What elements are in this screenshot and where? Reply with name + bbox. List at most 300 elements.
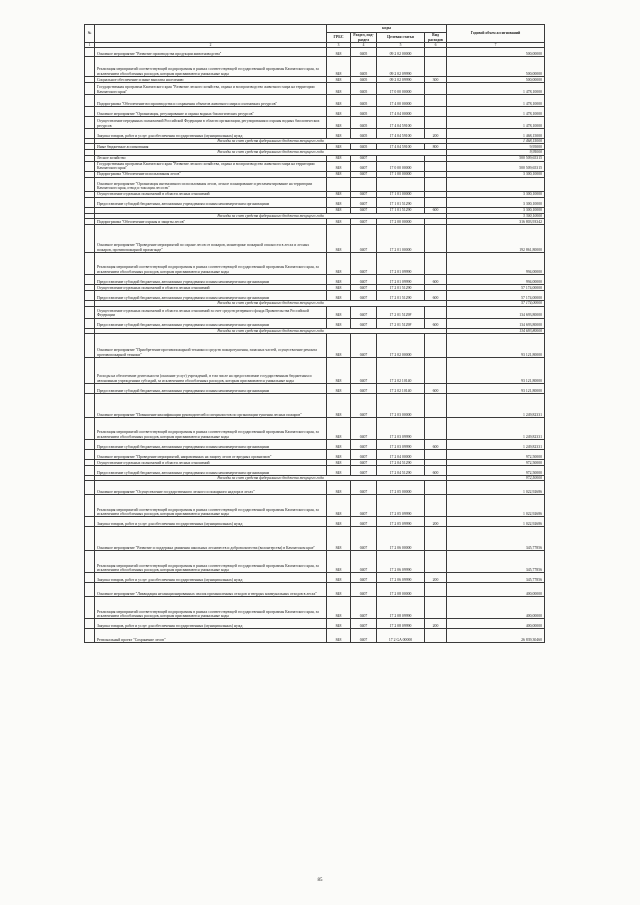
row-target: 09 2 02 09990 bbox=[377, 77, 425, 83]
row-razdel: 0405 bbox=[351, 95, 377, 107]
row-vid bbox=[425, 107, 447, 117]
table-row bbox=[85, 48, 545, 57]
row-amount: 316 803,93342 bbox=[447, 219, 545, 225]
row-name: Расходы на обеспечение деятельности (оказание услуг) учреждений, в том числе на предоставление государственным бюджетным и автономным учреждениям субсидий, за исключением обособленных расходов, которым присваиваются уникальные коды bbox=[95, 358, 327, 384]
row-grbs: 848 bbox=[327, 495, 351, 517]
row-amount: 1 478,10000 bbox=[447, 83, 545, 95]
row-vid bbox=[425, 57, 447, 77]
row-grbs: 848 bbox=[327, 253, 351, 275]
row-name: Основное мероприятие "Проведение мероприятий по охране лесов от пожаров, мониторинг пожарной опасности в лесах и лесных пожаров, противопожарной пропаганде" bbox=[95, 225, 327, 253]
table-row bbox=[85, 334, 545, 358]
row-razdel: 0407 bbox=[351, 219, 377, 225]
table-row bbox=[85, 83, 545, 95]
table-row bbox=[85, 573, 545, 583]
row-vid bbox=[425, 495, 447, 517]
row-grbs bbox=[327, 177, 351, 191]
row-grbs: 848 bbox=[327, 155, 351, 161]
row-target: 17 2 05 09990 bbox=[377, 495, 425, 517]
row-name: Предоставление субсидий бюджетным, автономным учреждениям и иным некоммерческим организациям bbox=[95, 275, 327, 285]
col-num: 2 bbox=[95, 43, 327, 48]
row-name: Осуществление отдельных полномочий в области лесных отношений bbox=[95, 285, 327, 291]
row-vid: 600 bbox=[425, 291, 447, 301]
row-razdel: 0405 bbox=[351, 117, 377, 129]
row-name: Осуществление отдельных полномочий в области лесных отношений за счет средств резервного фонда Правительства Российской Федерации bbox=[95, 306, 327, 318]
row-amount: 400,00000 bbox=[447, 597, 545, 619]
row-target bbox=[377, 177, 425, 191]
table-row bbox=[85, 117, 545, 129]
row-name: Социальное обеспечение и иные выплаты населению bbox=[95, 77, 327, 83]
row-amount: 1 478,10000 bbox=[447, 117, 545, 129]
row-grbs: 848 bbox=[327, 197, 351, 207]
row-grbs: 848 bbox=[327, 161, 351, 171]
col-num: 5 bbox=[377, 43, 425, 48]
row-target: 17 2 01 00000 bbox=[377, 225, 425, 253]
row-number-cell bbox=[85, 334, 95, 358]
row-name: Закупка товаров, работ и услуг для обеспечения государственных (муниципальных) нужд bbox=[95, 517, 327, 527]
row-amount: 3 300,10000 bbox=[447, 171, 545, 177]
row-target: 17 2 04 00000 bbox=[377, 450, 425, 460]
row-razdel: 0407 bbox=[351, 527, 377, 551]
row-grbs: 848 bbox=[327, 171, 351, 177]
row-name: Закупка товаров, работ и услуг для обеспечения государственных (муниципальных) нужд bbox=[95, 129, 327, 139]
row-target: 17 1 01 00000 bbox=[377, 191, 425, 197]
row-name: Основное мероприятие "Осуществление государственного лесного и пожарного надзора в лесах" bbox=[95, 481, 327, 495]
row-razdel: 0407 bbox=[351, 225, 377, 253]
row-razdel: 0407 bbox=[351, 583, 377, 597]
table-row bbox=[85, 466, 545, 476]
table-row bbox=[85, 551, 545, 573]
row-name: Подпрограмма "Обеспечение использования лесов" bbox=[95, 171, 327, 177]
row-vid bbox=[425, 197, 447, 207]
row-number-cell bbox=[85, 107, 95, 117]
row-vid bbox=[425, 161, 447, 171]
header-codes: коды bbox=[327, 25, 447, 33]
table-row bbox=[85, 253, 545, 275]
row-grbs: 848 bbox=[327, 440, 351, 450]
row-number-cell bbox=[85, 225, 95, 253]
header-vid: Вид расходов bbox=[425, 33, 447, 43]
row-vid: 600 bbox=[425, 207, 447, 213]
subtotal-label: Расходы за счет средств федерального бюджета текущего года bbox=[95, 476, 447, 481]
table-row bbox=[85, 495, 545, 517]
row-amount: 93 121,80000 bbox=[447, 384, 545, 394]
row-target: 17 0 00 00000 bbox=[377, 161, 425, 171]
row-name: Иные бюджетные ассигнования bbox=[95, 144, 327, 150]
budget-table-container bbox=[84, 24, 544, 643]
row-target: 17 2 08 00000 bbox=[377, 583, 425, 597]
row-vid bbox=[425, 334, 447, 358]
row-target: 17 2 03 09990 bbox=[377, 418, 425, 440]
row-name: Закупка товаров, работ и услуг для обеспечения государственных (муниципальных) нужд bbox=[95, 573, 327, 583]
row-target: 17 2 02 00000 bbox=[377, 334, 425, 358]
row-razdel: 0405 bbox=[351, 129, 377, 139]
row-target: 17 2 06 09990 bbox=[377, 573, 425, 583]
row-number-cell bbox=[85, 384, 95, 394]
row-vid bbox=[425, 583, 447, 597]
header-razdel: Раздел, под-раздел bbox=[351, 33, 377, 43]
row-razdel: 0407 bbox=[351, 573, 377, 583]
row-target: 17 1 01 51290 bbox=[377, 197, 425, 207]
row-grbs: 848 bbox=[327, 306, 351, 318]
row-target: 09 2 02 00000 bbox=[377, 48, 425, 57]
row-amount: 500,00000 bbox=[447, 57, 545, 77]
table-row bbox=[85, 481, 545, 495]
row-amount: 9,95000 bbox=[447, 144, 545, 150]
row-target: 17 2 05 00000 bbox=[377, 481, 425, 495]
row-target: 17 2 00 00000 bbox=[377, 219, 425, 225]
row-target: 17 2 02 10140 bbox=[377, 384, 425, 394]
row-number-cell bbox=[85, 583, 95, 597]
row-razdel: 0407 bbox=[351, 334, 377, 358]
row-name: Подпрограмма "Обеспечение охраны и защиты лесов" bbox=[95, 219, 327, 225]
table-row bbox=[85, 358, 545, 384]
row-name: Реализация мероприятий соответствующей подпрограммы в рамках соответствующей государственной программы Камчатского края, за исключением обособленных расходов, которым присваиваются уникальные коды bbox=[95, 418, 327, 440]
row-grbs: 848 bbox=[327, 107, 351, 117]
row-vid bbox=[425, 527, 447, 551]
row-grbs: 848 bbox=[327, 285, 351, 291]
row-amount: 400,00000 bbox=[447, 583, 545, 597]
row-grbs: 848 bbox=[327, 481, 351, 495]
row-vid bbox=[425, 551, 447, 573]
row-amount: 1 478,10000 bbox=[447, 95, 545, 107]
row-name: Основное мероприятие "Повышение квалификации руководителей и специалистов по организации тушения лесных пожаров" bbox=[95, 394, 327, 418]
row-grbs: 848 bbox=[327, 225, 351, 253]
row-razdel bbox=[351, 177, 377, 191]
row-number-cell bbox=[85, 129, 95, 139]
row-target: 17 4 04 59100 bbox=[377, 144, 425, 150]
row-grbs: 848 bbox=[327, 291, 351, 301]
row-name: Основное мероприятие "Развитие и поддержка движения школьных лесничеств и добровольчества (волонтерства) в Камчатском крае" bbox=[95, 527, 327, 551]
row-amount: 134 693,80000 bbox=[447, 318, 545, 328]
table-row bbox=[85, 291, 545, 301]
table-row bbox=[85, 129, 545, 139]
row-name: Реализация мероприятий соответствующей подпрограммы в рамках соответствующей государственной программы Камчатского края, за исключением обособленных расходов, которым присваиваются уникальные коды bbox=[95, 495, 327, 517]
row-razdel: 0405 bbox=[351, 48, 377, 57]
row-name: Основное мероприятие "Организация интенсивного использования лесов, лесное планирование и регламентирование на территории Камчатского края, отвод и таксация лесосек" bbox=[95, 177, 327, 191]
row-razdel: 0407 bbox=[351, 358, 377, 384]
row-vid: 600 bbox=[425, 440, 447, 450]
row-grbs: 848 bbox=[327, 57, 351, 77]
row-grbs: 848 bbox=[327, 384, 351, 394]
row-razdel: 0407 bbox=[351, 253, 377, 275]
row-amount bbox=[447, 177, 545, 191]
table-row bbox=[85, 629, 545, 643]
row-name: Предоставление субсидий бюджетным, автономным учреждениям и иным некоммерческим организациям bbox=[95, 466, 327, 476]
row-grbs: 848 bbox=[327, 207, 351, 213]
table-row bbox=[85, 583, 545, 597]
table-row bbox=[85, 107, 545, 117]
header-amount: Годовой объем ассигнований bbox=[447, 25, 545, 43]
row-target: 17 2 GA 00000 bbox=[377, 629, 425, 643]
row-number-cell bbox=[85, 619, 95, 629]
row-grbs: 848 bbox=[327, 191, 351, 197]
row-number-cell bbox=[85, 291, 95, 301]
table-row bbox=[85, 527, 545, 551]
row-razdel: 0407 bbox=[351, 291, 377, 301]
subtotal-label: Расходы за счет средств федерального бюджета текущего года bbox=[95, 328, 447, 333]
row-number-cell bbox=[85, 161, 95, 171]
table-row bbox=[85, 95, 545, 107]
row-name: Предоставление субсидий бюджетным, автономным учреждениям и иным некоммерческим организациям bbox=[95, 318, 327, 328]
row-target: 17 2 01 5129F bbox=[377, 318, 425, 328]
row-target: 17 2 08 09990 bbox=[377, 597, 425, 619]
row-grbs: 848 bbox=[327, 418, 351, 440]
row-grbs: 848 bbox=[327, 275, 351, 285]
row-number-cell bbox=[85, 253, 95, 275]
row-number-cell bbox=[85, 629, 95, 643]
row-number-cell bbox=[85, 318, 95, 328]
table-row bbox=[85, 619, 545, 629]
row-name: Региональный проект "Сохранение лесов" bbox=[95, 629, 327, 643]
row-grbs: 848 bbox=[327, 318, 351, 328]
row-target: 17 2 01 51290 bbox=[377, 285, 425, 291]
row-number-cell bbox=[85, 57, 95, 77]
row-vid bbox=[425, 418, 447, 440]
row-razdel: 0407 bbox=[351, 466, 377, 476]
row-vid bbox=[425, 306, 447, 318]
row-razdel: 0407 bbox=[351, 384, 377, 394]
row-vid bbox=[425, 394, 447, 418]
col-num: 3 bbox=[327, 43, 351, 48]
row-target: 17 2 05 09990 bbox=[377, 517, 425, 527]
row-name: Осуществление отдельных полномочий в области лесных отношений bbox=[95, 191, 327, 197]
row-razdel: 0407 bbox=[351, 551, 377, 573]
table-row bbox=[85, 161, 545, 171]
row-target: 17 2 01 09990 bbox=[377, 275, 425, 285]
table-row bbox=[85, 177, 545, 191]
row-razdel: 0407 bbox=[351, 197, 377, 207]
subtotal-amount: 134 693,80000 bbox=[447, 328, 545, 333]
row-razdel: 0407 bbox=[351, 318, 377, 328]
row-vid: 300 bbox=[425, 77, 447, 83]
row-number-cell bbox=[85, 517, 95, 527]
row-target: 17 1 00 00000 bbox=[377, 171, 425, 177]
row-amount: 1 478,10000 bbox=[447, 107, 545, 117]
row-grbs: 848 bbox=[327, 358, 351, 384]
row-vid bbox=[425, 225, 447, 253]
table-body bbox=[85, 48, 545, 643]
row-number-cell bbox=[85, 466, 95, 476]
row-number-cell bbox=[85, 177, 95, 191]
subtotal-amount: 3 300,10000 bbox=[447, 213, 545, 218]
row-name: Предоставление субсидий бюджетным, автономным учреждениям и иным некоммерческим организациям bbox=[95, 440, 327, 450]
row-name: Основное мероприятие "Проведение мероприятий, направленных на защиту лесов от вредных организмов" bbox=[95, 450, 327, 460]
row-grbs: 848 bbox=[327, 597, 351, 619]
row-number-cell bbox=[85, 450, 95, 460]
row-vid bbox=[425, 83, 447, 95]
row-number-cell bbox=[85, 495, 95, 517]
table-row bbox=[85, 440, 545, 450]
table-row bbox=[85, 225, 545, 253]
table-row bbox=[85, 418, 545, 440]
row-grbs: 848 bbox=[327, 583, 351, 597]
row-vid bbox=[425, 358, 447, 384]
row-amount: 1 022,92686 bbox=[447, 495, 545, 517]
row-target: 17 2 06 00000 bbox=[377, 527, 425, 551]
row-grbs: 848 bbox=[327, 629, 351, 643]
row-amount: 1 022,92686 bbox=[447, 517, 545, 527]
row-target: 17 2 03 09990 bbox=[377, 440, 425, 450]
budget-table bbox=[84, 24, 545, 643]
row-grbs: 848 bbox=[327, 48, 351, 57]
row-name: Реализация мероприятий соответствующей подпрограммы в рамках соответствующей государственной программы Камчатского края, за исключением обособленных расходов, которым присваиваются уникальные коды bbox=[95, 253, 327, 275]
row-vid bbox=[425, 629, 447, 643]
row-vid bbox=[425, 177, 447, 191]
row-amount: 400,00000 bbox=[447, 619, 545, 629]
row-grbs: 848 bbox=[327, 144, 351, 150]
row-vid bbox=[425, 95, 447, 107]
row-name: Подпрограмма "Обеспечение воспроизводства и сохранения объектов животного мира и охотничьих ресурсов" bbox=[95, 95, 327, 107]
row-target: 17 4 00 00000 bbox=[377, 95, 425, 107]
table-row bbox=[85, 384, 545, 394]
row-amount: 972,50000 bbox=[447, 450, 545, 460]
row-target: 17 2 02 10140 bbox=[377, 358, 425, 384]
row-vid: 200 bbox=[425, 129, 447, 139]
row-grbs: 848 bbox=[327, 619, 351, 629]
row-grbs: 848 bbox=[327, 517, 351, 527]
row-razdel: 0407 bbox=[351, 418, 377, 440]
row-amount: 500,00000 bbox=[447, 77, 545, 83]
subtotal-label: Расходы за счет средств федерального бюджета текущего года bbox=[95, 213, 447, 218]
row-amount: 3 300,10000 bbox=[447, 197, 545, 207]
table-row bbox=[85, 394, 545, 418]
row-target: 17 2 06 09990 bbox=[377, 551, 425, 573]
row-vid: 200 bbox=[425, 619, 447, 629]
row-amount: 500,00000 bbox=[447, 48, 545, 57]
row-razdel: 0407 bbox=[351, 619, 377, 629]
subtotal-amount: 9,95000 bbox=[447, 150, 545, 155]
row-target: 17 2 01 5129F bbox=[377, 306, 425, 318]
row-grbs: 848 bbox=[327, 334, 351, 358]
row-grbs: 848 bbox=[327, 117, 351, 129]
row-vid: 600 bbox=[425, 318, 447, 328]
subtotal-amount: 1 468,15000 bbox=[447, 139, 545, 144]
row-name: Государственная программа Камчатского края "Развитие лесного хозяйства, охрана и воспроизводство животного мира на территории Камчатского края" bbox=[95, 161, 327, 171]
row-target: 17 2 03 00000 bbox=[377, 394, 425, 418]
row-target: 17 2 04 51290 bbox=[377, 466, 425, 476]
col-num: 7 bbox=[447, 43, 545, 48]
row-razdel: 0407 bbox=[351, 306, 377, 318]
row-number-cell bbox=[85, 551, 95, 573]
row-number-cell bbox=[85, 197, 95, 207]
row-amount: 1 249,82331 bbox=[447, 418, 545, 440]
row-amount: 1 249,82331 bbox=[447, 394, 545, 418]
row-vid: 200 bbox=[425, 517, 447, 527]
row-vid: 200 bbox=[425, 573, 447, 583]
header-grbs: ГРБС bbox=[327, 33, 351, 43]
table-row bbox=[85, 597, 545, 619]
row-number-cell bbox=[85, 527, 95, 551]
row-number-cell bbox=[85, 275, 95, 285]
row-target: 17 0 00 00000 bbox=[377, 83, 425, 95]
subtotal-label: Расходы за счет средств федерального бюджета текущего года bbox=[95, 139, 447, 144]
row-grbs: 848 bbox=[327, 129, 351, 139]
col-num: 1 bbox=[85, 43, 95, 48]
row-vid bbox=[425, 117, 447, 129]
row-amount: 93 121,80000 bbox=[447, 334, 545, 358]
row-vid: 600 bbox=[425, 466, 447, 476]
row-amount: 1 022,92686 bbox=[447, 481, 545, 495]
row-razdel: 0407 bbox=[351, 285, 377, 291]
row-razdel: 0407 bbox=[351, 275, 377, 285]
row-razdel: 0405 bbox=[351, 144, 377, 150]
row-amount: 972,50000 bbox=[447, 466, 545, 476]
row-number-cell bbox=[85, 358, 95, 384]
row-vid: 600 bbox=[425, 275, 447, 285]
row-name: Основное мероприятие "Ликвидация несанкционированных свалок промышленных отходов и твердых коммунальных отходов в лесах" bbox=[95, 583, 327, 597]
row-target: 17 2 01 51290 bbox=[377, 291, 425, 301]
row-vid: 800 bbox=[425, 144, 447, 150]
row-target: 17 4 04 00000 bbox=[377, 107, 425, 117]
row-vid bbox=[425, 253, 447, 275]
subtotal-label: Расходы за счет средств федерального бюджета текущего года bbox=[95, 150, 447, 155]
row-name: Осуществление отдельных полномочий в области лесных отношений bbox=[95, 460, 327, 466]
row-number-cell bbox=[85, 117, 95, 129]
row-razdel: 0405 bbox=[351, 107, 377, 117]
page-number: 85 bbox=[317, 878, 323, 883]
row-razdel: 0407 bbox=[351, 394, 377, 418]
row-grbs: 848 bbox=[327, 83, 351, 95]
row-razdel: 0407 bbox=[351, 495, 377, 517]
row-name: Осуществление переданных полномочий Российской Федерации в области организации, регулирования и охраны водных биологических ресурсов bbox=[95, 117, 327, 129]
table-row bbox=[85, 57, 545, 77]
subtotal-label: Расходы за счет средств федерального бюджета текущего года bbox=[95, 301, 447, 306]
row-razdel: 0407 bbox=[351, 440, 377, 450]
row-amount: 57 174,00000 bbox=[447, 291, 545, 301]
row-name: Основное мероприятие "Приобретение противопожарной техники и средств пожаротушения, запасных частей, осуществление ремонта противопожарной техники" bbox=[95, 334, 327, 358]
row-amount: 3 300,10000 bbox=[447, 207, 545, 213]
row-amount: 972,50000 bbox=[447, 460, 545, 466]
row-target: 17 2 04 51290 bbox=[377, 460, 425, 466]
table-row bbox=[85, 517, 545, 527]
header-name bbox=[95, 25, 327, 43]
row-grbs: 848 bbox=[327, 573, 351, 583]
row-grbs: 848 bbox=[327, 551, 351, 573]
row-amount: 1 468,15000 bbox=[447, 129, 545, 139]
row-vid: 600 bbox=[425, 384, 447, 394]
subtotal-amount: 972,50000 bbox=[447, 476, 545, 481]
row-name: Основное мероприятие "Организация, регулирование и охрана водных биологических ресурсов" bbox=[95, 107, 327, 117]
row-grbs: 848 bbox=[327, 527, 351, 551]
row-target: 17 4 04 59100 bbox=[377, 129, 425, 139]
row-vid bbox=[425, 481, 447, 495]
row-amount: 192 861,80000 bbox=[447, 225, 545, 253]
row-name: Реализация мероприятий соответствующей подпрограммы в рамках соответствующей государственной программы Камчатского края, за исключением обособленных расходов, которым присваиваются уникальные коды bbox=[95, 597, 327, 619]
row-grbs: 848 bbox=[327, 77, 351, 83]
row-amount: 93 121,80000 bbox=[447, 358, 545, 384]
row-vid bbox=[425, 450, 447, 460]
row-amount: 1 249,82331 bbox=[447, 440, 545, 450]
table-row bbox=[85, 197, 545, 207]
row-razdel: 0407 bbox=[351, 517, 377, 527]
col-num: 6 bbox=[425, 43, 447, 48]
row-target: 09 2 02 09990 bbox=[377, 57, 425, 77]
row-name: Предоставление субсидий бюджетным, автономным учреждениям и иным некоммерческим организациям bbox=[95, 291, 327, 301]
row-amount: 57 174,00000 bbox=[447, 285, 545, 291]
row-razdel: 0407 bbox=[351, 460, 377, 466]
row-razdel: 0405 bbox=[351, 83, 377, 95]
row-razdel: 0407 bbox=[351, 191, 377, 197]
row-number-cell bbox=[85, 440, 95, 450]
row-amount: 134 693,80000 bbox=[447, 306, 545, 318]
table-row bbox=[85, 275, 545, 285]
row-razdel: 0407 bbox=[351, 629, 377, 643]
row-razdel: 0407 bbox=[351, 481, 377, 495]
table-row bbox=[85, 318, 545, 328]
row-name: Закупка товаров, работ и услуг для обеспечения государственных (муниципальных) нужд bbox=[95, 619, 327, 629]
row-razdel: 0405 bbox=[351, 77, 377, 83]
row-target: 17 2 08 09990 bbox=[377, 619, 425, 629]
